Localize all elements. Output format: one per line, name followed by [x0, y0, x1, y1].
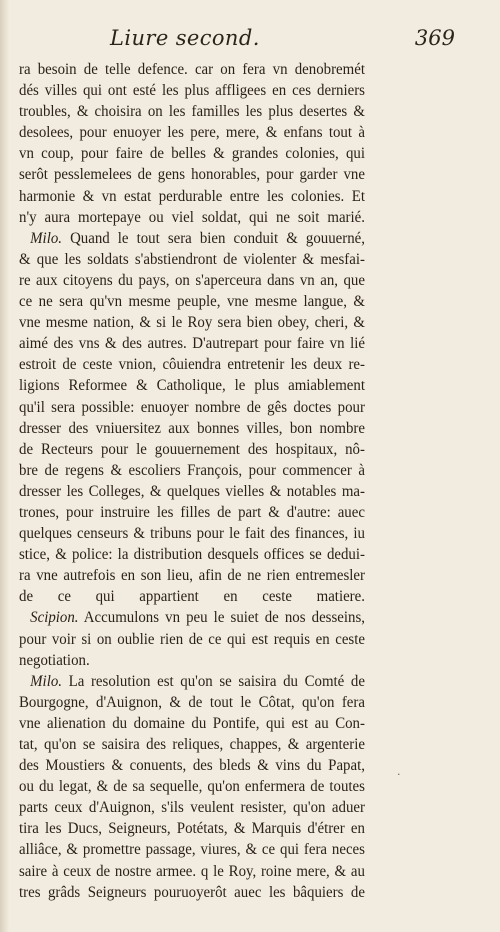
line-text: des Moustiers & conuents, des bleds & vins du Papat, — [19, 757, 365, 775]
text-line — [19, 713, 365, 734]
text-line — [19, 882, 365, 903]
text-line — [19, 291, 365, 312]
line-text: harmonie & vn estat perdurable entre les colonies. Et — [19, 187, 365, 205]
line-text: vne mesme nation, & si le Roy sera bien obey, cheri, & — [19, 314, 365, 332]
page-binding-edge — [0, 0, 9, 932]
body-text — [19, 59, 365, 903]
text-line — [19, 122, 365, 143]
speaker-name: Scipion. — [30, 609, 79, 627]
line-text: tres grâds Seigneurs pouruoyerôt auec les bâquiers de — [19, 883, 365, 901]
text-line — [19, 59, 365, 80]
text-line — [19, 565, 365, 586]
line-text: trones, pour instruire les filles de part & d'autre: auec — [19, 503, 365, 521]
line-text: ou du legat, & de sa sequelle, qu'on enfermera de toutes — [19, 778, 365, 796]
line-text: stice, & police: la distribution desquels offices se dedui- — [19, 546, 365, 564]
text-line — [19, 312, 365, 333]
line-text: vn coup, pour faire de belles & grandes colonies, qui — [19, 145, 365, 163]
text-line — [19, 354, 365, 375]
line-text: de Recteurs pour le gouuernement des hospitaux, nô- — [19, 440, 365, 458]
text-line — [19, 333, 365, 354]
line-text: tat, qu'on se saisira des reliques, chappes, & argenterie — [19, 736, 365, 753]
text-line — [19, 839, 365, 860]
text-line — [19, 797, 365, 818]
line-text: desolees, pour enuoyer les pere, mere, & enfans tout à — [19, 124, 365, 142]
page-number: 369 — [414, 26, 455, 50]
line-text: dresser des vniuersitez aux bonnes villes, bon nombre — [19, 419, 365, 437]
text-line — [19, 734, 365, 755]
text-line — [19, 375, 365, 396]
text-line — [19, 460, 365, 481]
margin-mark: · — [397, 768, 401, 781]
line-text: de ce qui appartient en ceste matiere. — [19, 588, 365, 606]
text-line — [19, 101, 365, 122]
text-line — [19, 207, 365, 228]
text-line — [19, 586, 365, 607]
text-line — [19, 755, 365, 776]
text-line — [19, 818, 365, 839]
line-text: ra vne autrefois en son lieu, afin de ne rien entremesler — [19, 567, 365, 585]
line-text: tira les Ducs, Seigneurs, Potétats, & Marquis d'étrer en — [19, 820, 365, 838]
line-text: serôt pesslemelees de gens honorables, pour garder vne — [19, 166, 365, 184]
line-text: bre de regens & escoliers François, pour commencer à — [19, 461, 365, 479]
text-line — [19, 481, 365, 502]
text-line — [19, 249, 365, 270]
line-text: negotiation. — [19, 651, 90, 669]
text-line — [19, 671, 365, 692]
text-line — [19, 418, 365, 439]
line-text: troubles, & choisira on les familles les plus desertes & — [19, 103, 365, 121]
line-text: aimé des vns & des autres. D'autrepart pour faire vn lié — [19, 335, 365, 353]
line-text: Bourgogne, d'Auignon, & de tout le Côtat, qu'on fera — [19, 693, 365, 711]
text-line — [19, 397, 365, 418]
text-line — [19, 270, 365, 291]
page-header — [0, 26, 500, 60]
text-line — [19, 544, 365, 565]
text-line — [19, 228, 365, 249]
line-text: qu'il sera possible: enuoyer nombre de gês doctes pour — [19, 398, 365, 416]
line-text: ligions Reformee & Catholique, le plus amiablement — [19, 377, 365, 395]
line-text: & que les soldats s'abstiendront de violenter & mesfai- — [19, 250, 365, 268]
text-line — [19, 692, 365, 713]
text-line — [19, 439, 365, 460]
line-text: alliâce, & promettre passage, viures, & ce qui fera neces — [19, 841, 365, 859]
line-text: Accumulons vn peu le suiet de nos desseins, — [83, 609, 365, 627]
text-line — [19, 776, 365, 797]
line-text: dés villes qui ont esté les plus affligees en ces derniers — [19, 82, 365, 100]
text-line — [19, 186, 365, 207]
text-line — [19, 650, 365, 671]
line-text: quelques censeurs & tribuns pour le fait des finances, iu — [19, 525, 365, 543]
line-text: re aux citoyens du pays, on s'aperceura dans vn an, que — [19, 271, 365, 289]
text-line — [19, 607, 365, 628]
line-text: dresser les Colleges, & quelques vielles & notables ma- — [19, 482, 365, 500]
speaker-name: Milo. — [30, 229, 62, 247]
line-text: vne alienation du domaine du Pontife, qui est au Con- — [19, 714, 365, 732]
text-line — [19, 523, 365, 544]
running-head: Liure second. — [110, 26, 260, 50]
text-line — [19, 164, 365, 185]
line-text: saire à ceux de nostre armee. q le Roy, roine mere, & au — [19, 862, 365, 880]
text-line — [19, 629, 365, 650]
line-text: n'y aura mortepaye ou viel soldat, qui ne soit marié. — [19, 208, 365, 226]
line-text: ra besoin de telle defence. car on fera vn denobremét — [19, 61, 365, 78]
line-text: ce ne sera qu'vn mesme peuple, vne mesme langue, & — [19, 293, 365, 311]
line-text: La resolution est qu'on se saisira du Comté de — [68, 672, 365, 690]
line-text: estroit de ceste vnion, côuiendra entretenir les deux re- — [19, 356, 365, 374]
speaker-name: Milo. — [30, 672, 62, 690]
text-line — [19, 502, 365, 523]
text-line — [19, 143, 365, 164]
line-text: parts ceux d'Auignon, s'ils veulent resister, qu'on aduer — [19, 799, 365, 817]
line-text: Quand le tout sera bien conduit & gouuerné, — [70, 229, 365, 247]
text-line — [19, 861, 365, 882]
line-text: pour voir si on oublie rien de ce qui est requis en ceste — [19, 630, 365, 648]
text-line — [19, 80, 365, 101]
